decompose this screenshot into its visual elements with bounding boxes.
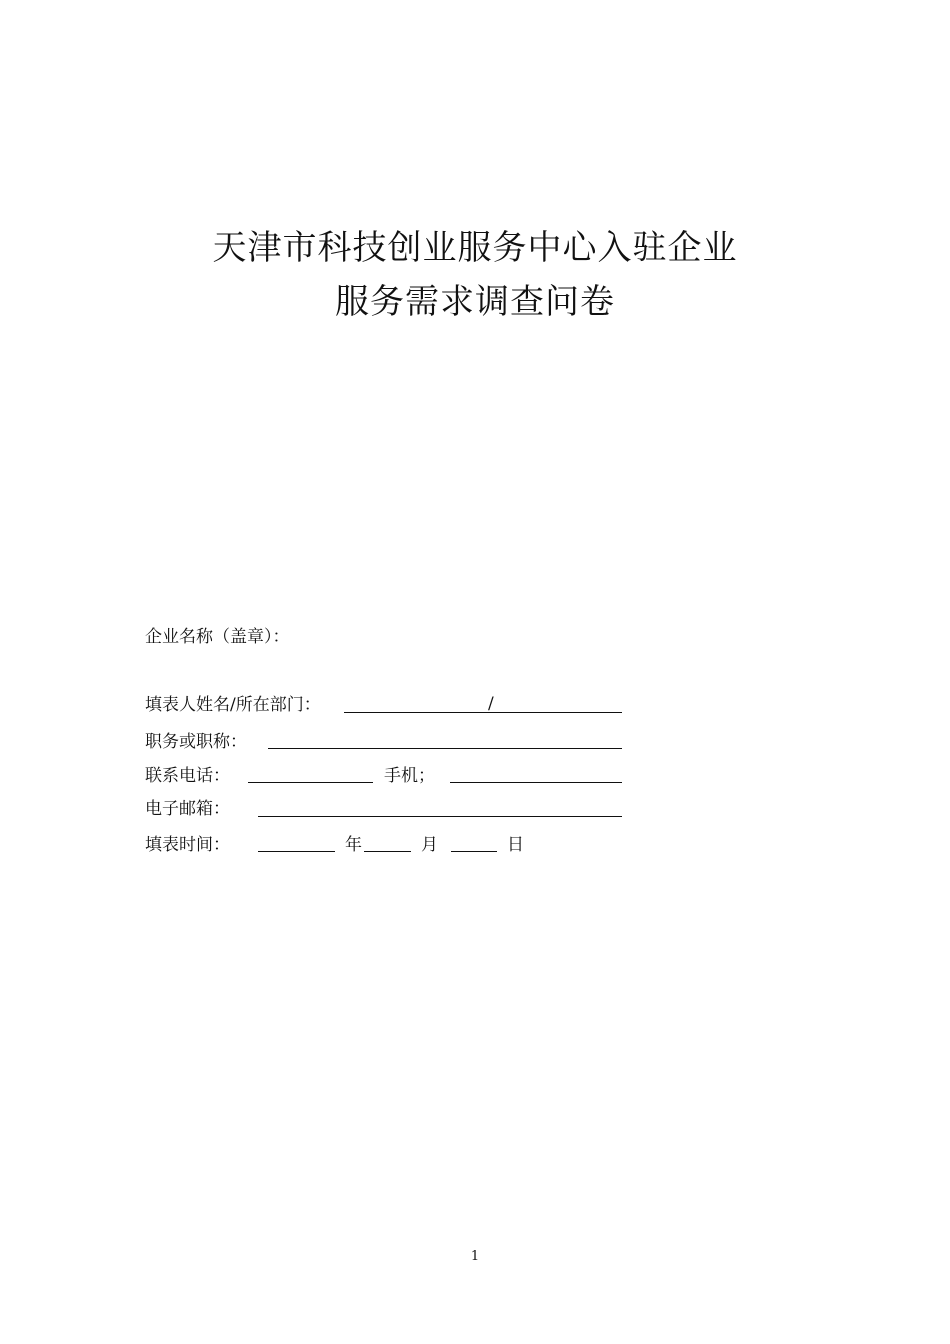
email-label: 电子邮箱： bbox=[145, 799, 230, 819]
mobile-field[interactable] bbox=[450, 782, 622, 783]
page-number: 1 bbox=[470, 1249, 480, 1264]
day-field[interactable] bbox=[451, 851, 497, 852]
email-field[interactable] bbox=[258, 816, 622, 817]
mobile-label: 手机； bbox=[384, 766, 435, 786]
year-field[interactable] bbox=[258, 851, 335, 852]
company-name-label: 企业名称（盖章）： bbox=[145, 627, 290, 647]
filler-separator: / bbox=[488, 694, 494, 714]
month-field[interactable] bbox=[364, 851, 411, 852]
filler-name-department-field[interactable] bbox=[344, 712, 622, 713]
month-label: 月 bbox=[421, 835, 438, 855]
contact-phone-label: 联系电话： bbox=[145, 766, 230, 786]
position-title-field[interactable] bbox=[268, 748, 622, 749]
document-title-line-1: 天津市科技创业服务中心入驻企业 bbox=[212, 228, 738, 268]
fill-date-label: 填表时间： bbox=[145, 835, 230, 855]
contact-phone-field[interactable] bbox=[248, 782, 373, 783]
position-title-label: 职务或职称： bbox=[145, 732, 247, 752]
filler-name-department-label: 填表人姓名/所在部门： bbox=[145, 695, 321, 715]
day-label: 日 bbox=[507, 835, 524, 855]
year-label: 年 bbox=[345, 835, 362, 855]
document-title-line-2: 服务需求调查问卷 bbox=[335, 282, 615, 322]
